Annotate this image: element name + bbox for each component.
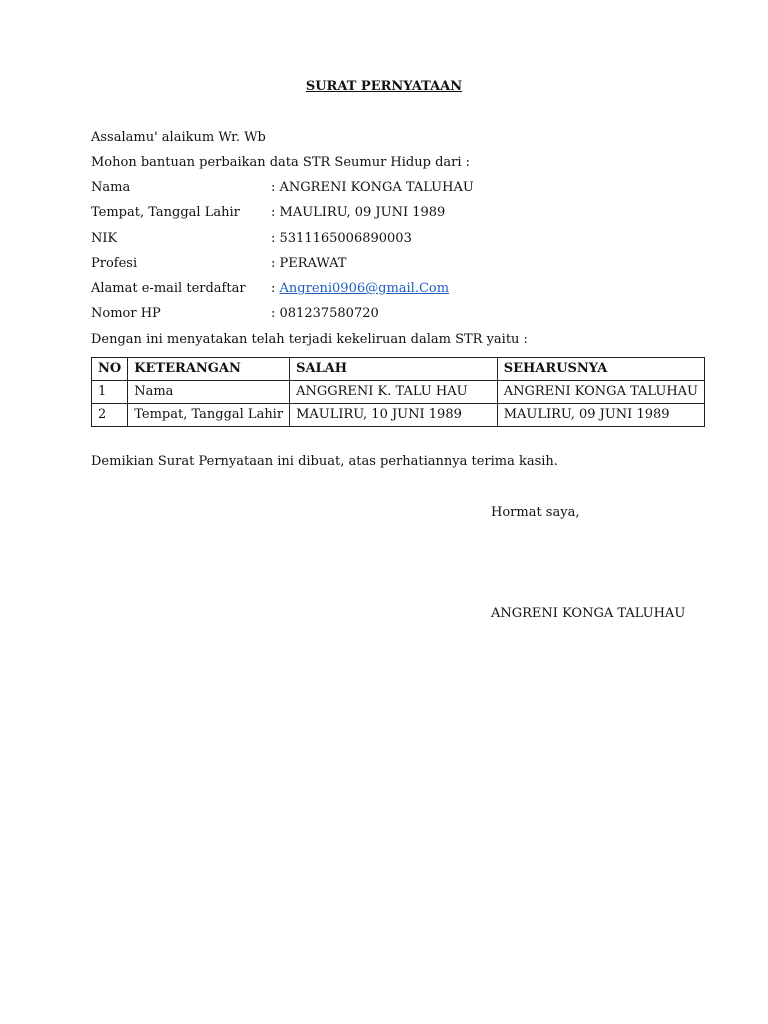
field-label-hp: Nomor HP bbox=[91, 306, 161, 321]
email-link[interactable]: Angreni0906@gmail.Com bbox=[279, 281, 450, 296]
field-value-nama: : ANGRENI KONGA TALUHAU bbox=[271, 180, 474, 195]
header-seharusnya: SEHARUSNYA bbox=[497, 358, 704, 381]
header-no: NO bbox=[92, 358, 128, 381]
cell-keterangan: Nama bbox=[128, 381, 290, 404]
document-title: SURAT PERNYATAAN bbox=[305, 79, 463, 94]
header-salah: SALAH bbox=[290, 358, 498, 381]
header-keterangan: KETERANGAN bbox=[128, 358, 290, 381]
intro-text: Mohon bantuan perbaikan data STR Seumur Hidup dari : bbox=[91, 155, 471, 170]
field-label-email: Alamat e-mail terdaftar bbox=[91, 281, 246, 296]
greeting-text: Assalamu' alaikum Wr. Wb bbox=[91, 130, 266, 145]
field-value-hp: : 081237580720 bbox=[271, 306, 379, 321]
table-row bbox=[92, 404, 705, 427]
field-label-nama: Nama bbox=[91, 180, 131, 195]
correction-table bbox=[91, 357, 705, 427]
cell-seharusnya: MAULIRU, 09 JUNI 1989 bbox=[497, 404, 704, 427]
field-label-nik: NIK bbox=[91, 231, 118, 246]
signature-name: ANGRENI KONGA TALUHAU bbox=[491, 606, 686, 621]
table-row bbox=[92, 381, 705, 404]
field-value-ttl: : MAULIRU, 09 JUNI 1989 bbox=[271, 205, 446, 220]
cell-no: 1 bbox=[92, 381, 128, 404]
table-header-row bbox=[92, 358, 705, 381]
statement-text: Dengan ini menyatakan telah terjadi kekeliruan dalam STR yaitu : bbox=[91, 332, 528, 347]
signature-greeting: Hormat saya, bbox=[491, 505, 580, 520]
field-label-profesi: Profesi bbox=[91, 256, 138, 271]
email-prefix: : bbox=[271, 281, 280, 296]
field-value-nik: : 5311165006890003 bbox=[271, 231, 412, 246]
field-value-email bbox=[271, 281, 449, 297]
closing-text: Demikian Surat Pernyataan ini dibuat, atas perhatiannya terima kasih. bbox=[91, 454, 558, 469]
cell-keterangan: Tempat, Tanggal Lahir bbox=[128, 404, 290, 427]
cell-seharusnya: ANGRENI KONGA TALUHAU bbox=[497, 381, 704, 404]
cell-salah: ANGGRENI K. TALU HAU bbox=[290, 381, 498, 404]
field-value-profesi: : PERAWAT bbox=[271, 256, 347, 271]
field-label-ttl: Tempat, Tanggal Lahir bbox=[91, 205, 240, 220]
cell-no: 2 bbox=[92, 404, 128, 427]
cell-salah: MAULIRU, 10 JUNI 1989 bbox=[290, 404, 498, 427]
